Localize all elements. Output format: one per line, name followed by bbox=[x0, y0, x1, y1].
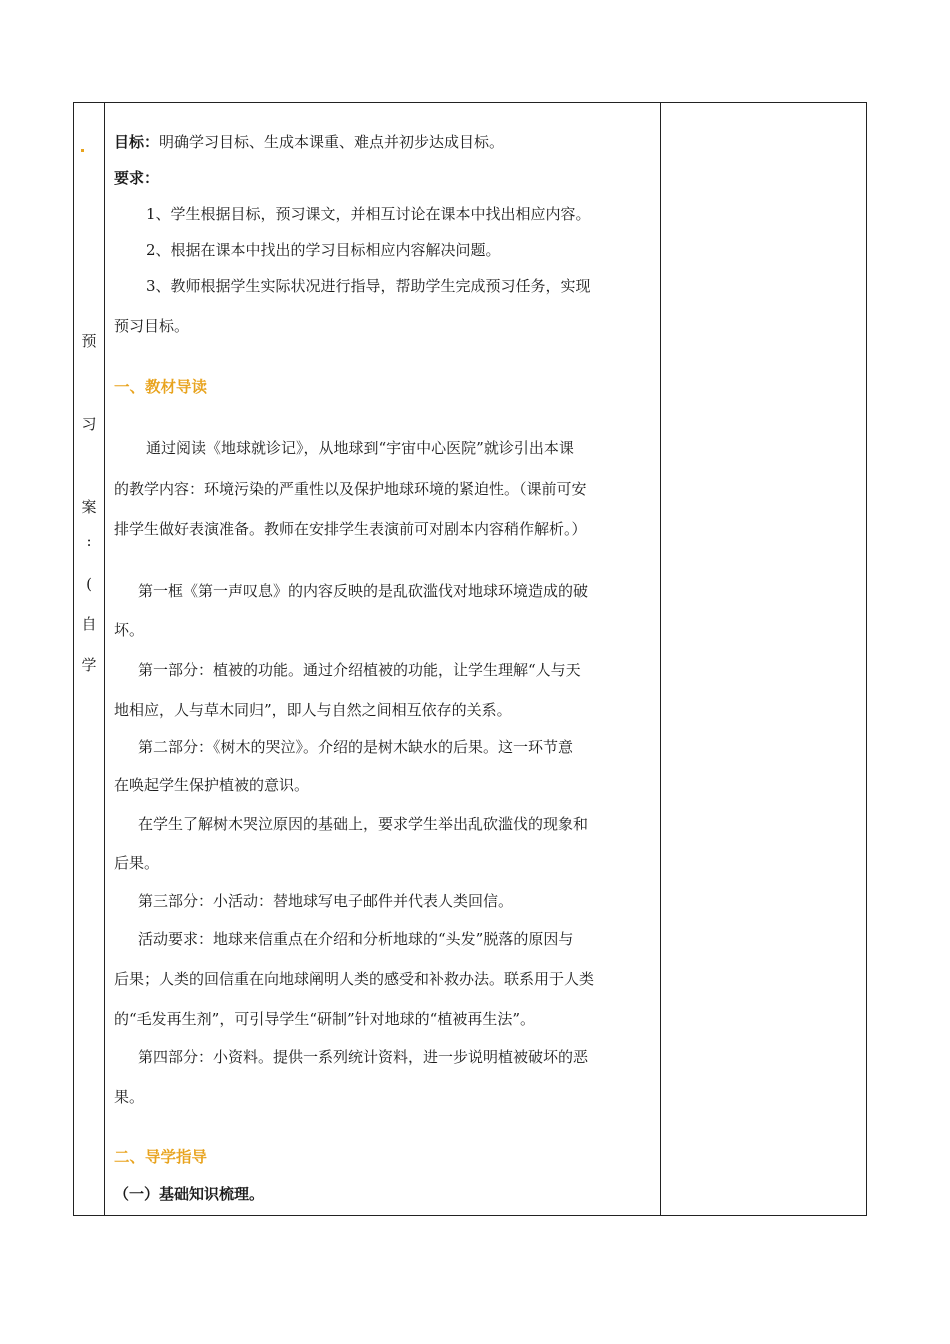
goal-line bbox=[114, 132, 504, 152]
section-title-study-guide: 二、导学指导 bbox=[114, 1147, 208, 1166]
part1-line-2: 地相应，人与草木同归”，即人与自然之间相互依存的关系。 bbox=[114, 701, 512, 719]
sidebar-char: 预 bbox=[81, 332, 97, 350]
sidebar-char: 习 bbox=[81, 415, 97, 433]
part4-line-1: 第四部分：小资料。提供一系列统计资料，进一步说明植被破坏的恶 bbox=[138, 1048, 589, 1066]
frame1-line-2: 坏。 bbox=[114, 621, 145, 639]
part2-line-2: 在唤起学生保护植被的意识。 bbox=[114, 776, 310, 794]
intro-line-3: 排学生做好表演准备。教师在安排学生表演前可对剧本内容稍作解析。） bbox=[114, 520, 587, 538]
sidebar-char: 案 bbox=[81, 498, 97, 516]
part1-line-1: 第一部分：植被的功能。通过介绍植被的功能，让学生理解“人与天 bbox=[138, 661, 581, 679]
activity-line-3: 的“毛发再生剂”，可引导学生“研制”针对地球的“植被再生法”。 bbox=[114, 1010, 536, 1028]
activity-line-1: 活动要求：地球来信重点在介绍和分析地球的“头发”脱落的原因与 bbox=[138, 930, 574, 948]
requirement-2: 2、根据在课本中找出的学习目标相应内容解决问题。 bbox=[146, 241, 501, 259]
lesson-table bbox=[73, 102, 867, 1216]
sidebar-char: 自 bbox=[81, 615, 97, 633]
part2b-line-1: 在学生了解树木哭泣原因的基础上，要求学生举出乱砍滥伐的现象和 bbox=[138, 815, 589, 833]
intro-line-2: 的教学内容：环境污染的严重性以及保护地球环境的紧迫性。（课前可安 bbox=[114, 480, 587, 498]
part2-line-1: 第二部分：《树木的哭泣》。介绍的是树木缺水的后果。这一环节意 bbox=[138, 738, 574, 756]
part4-line-2: 果。 bbox=[114, 1088, 145, 1106]
activity-line-2: 后果；人类的回信重在向地球阐明人类的感受和补救办法。联系用于人类 bbox=[114, 970, 595, 988]
sidebar-char: : bbox=[86, 532, 92, 550]
part2b-line-2: 后果。 bbox=[114, 854, 160, 872]
requirements-label: 要求： bbox=[114, 169, 160, 187]
intro-line-1: 通过阅读《地球就诊记》，从地球到“宇宙中心医院”就诊引出本课 bbox=[146, 439, 574, 457]
part3-line: 第三部分：小活动：替地球写电子邮件并代表人类回信。 bbox=[138, 892, 514, 910]
sidebar-char: 学 bbox=[81, 656, 97, 674]
requirement-3: 3、教师根据学生实际状况进行指导，帮助学生完成预习任务，实现 bbox=[146, 277, 591, 295]
column-divider-left bbox=[104, 103, 105, 1215]
sidebar-char: ( bbox=[86, 575, 92, 593]
goal-label: 目标： bbox=[114, 133, 160, 151]
goal-text: 明确学习目标、生成本课重、难点并初步达成目标。 bbox=[159, 133, 505, 151]
frame1-line-1: 第一框《第一声叹息》的内容反映的是乱砍滥伐对地球环境造成的破 bbox=[138, 582, 589, 600]
column-divider-right bbox=[660, 103, 661, 1215]
requirement-3-cont: 预习目标。 bbox=[114, 317, 190, 335]
subsection-title-basics: （一）基础知识梳理。 bbox=[114, 1185, 265, 1203]
marker-dot bbox=[81, 149, 84, 152]
requirement-1: 1、学生根据目标，预习课文，并相互讨论在课本中找出相应内容。 bbox=[146, 205, 591, 223]
section-title-textbook-guide: 一、教材导读 bbox=[114, 377, 208, 396]
